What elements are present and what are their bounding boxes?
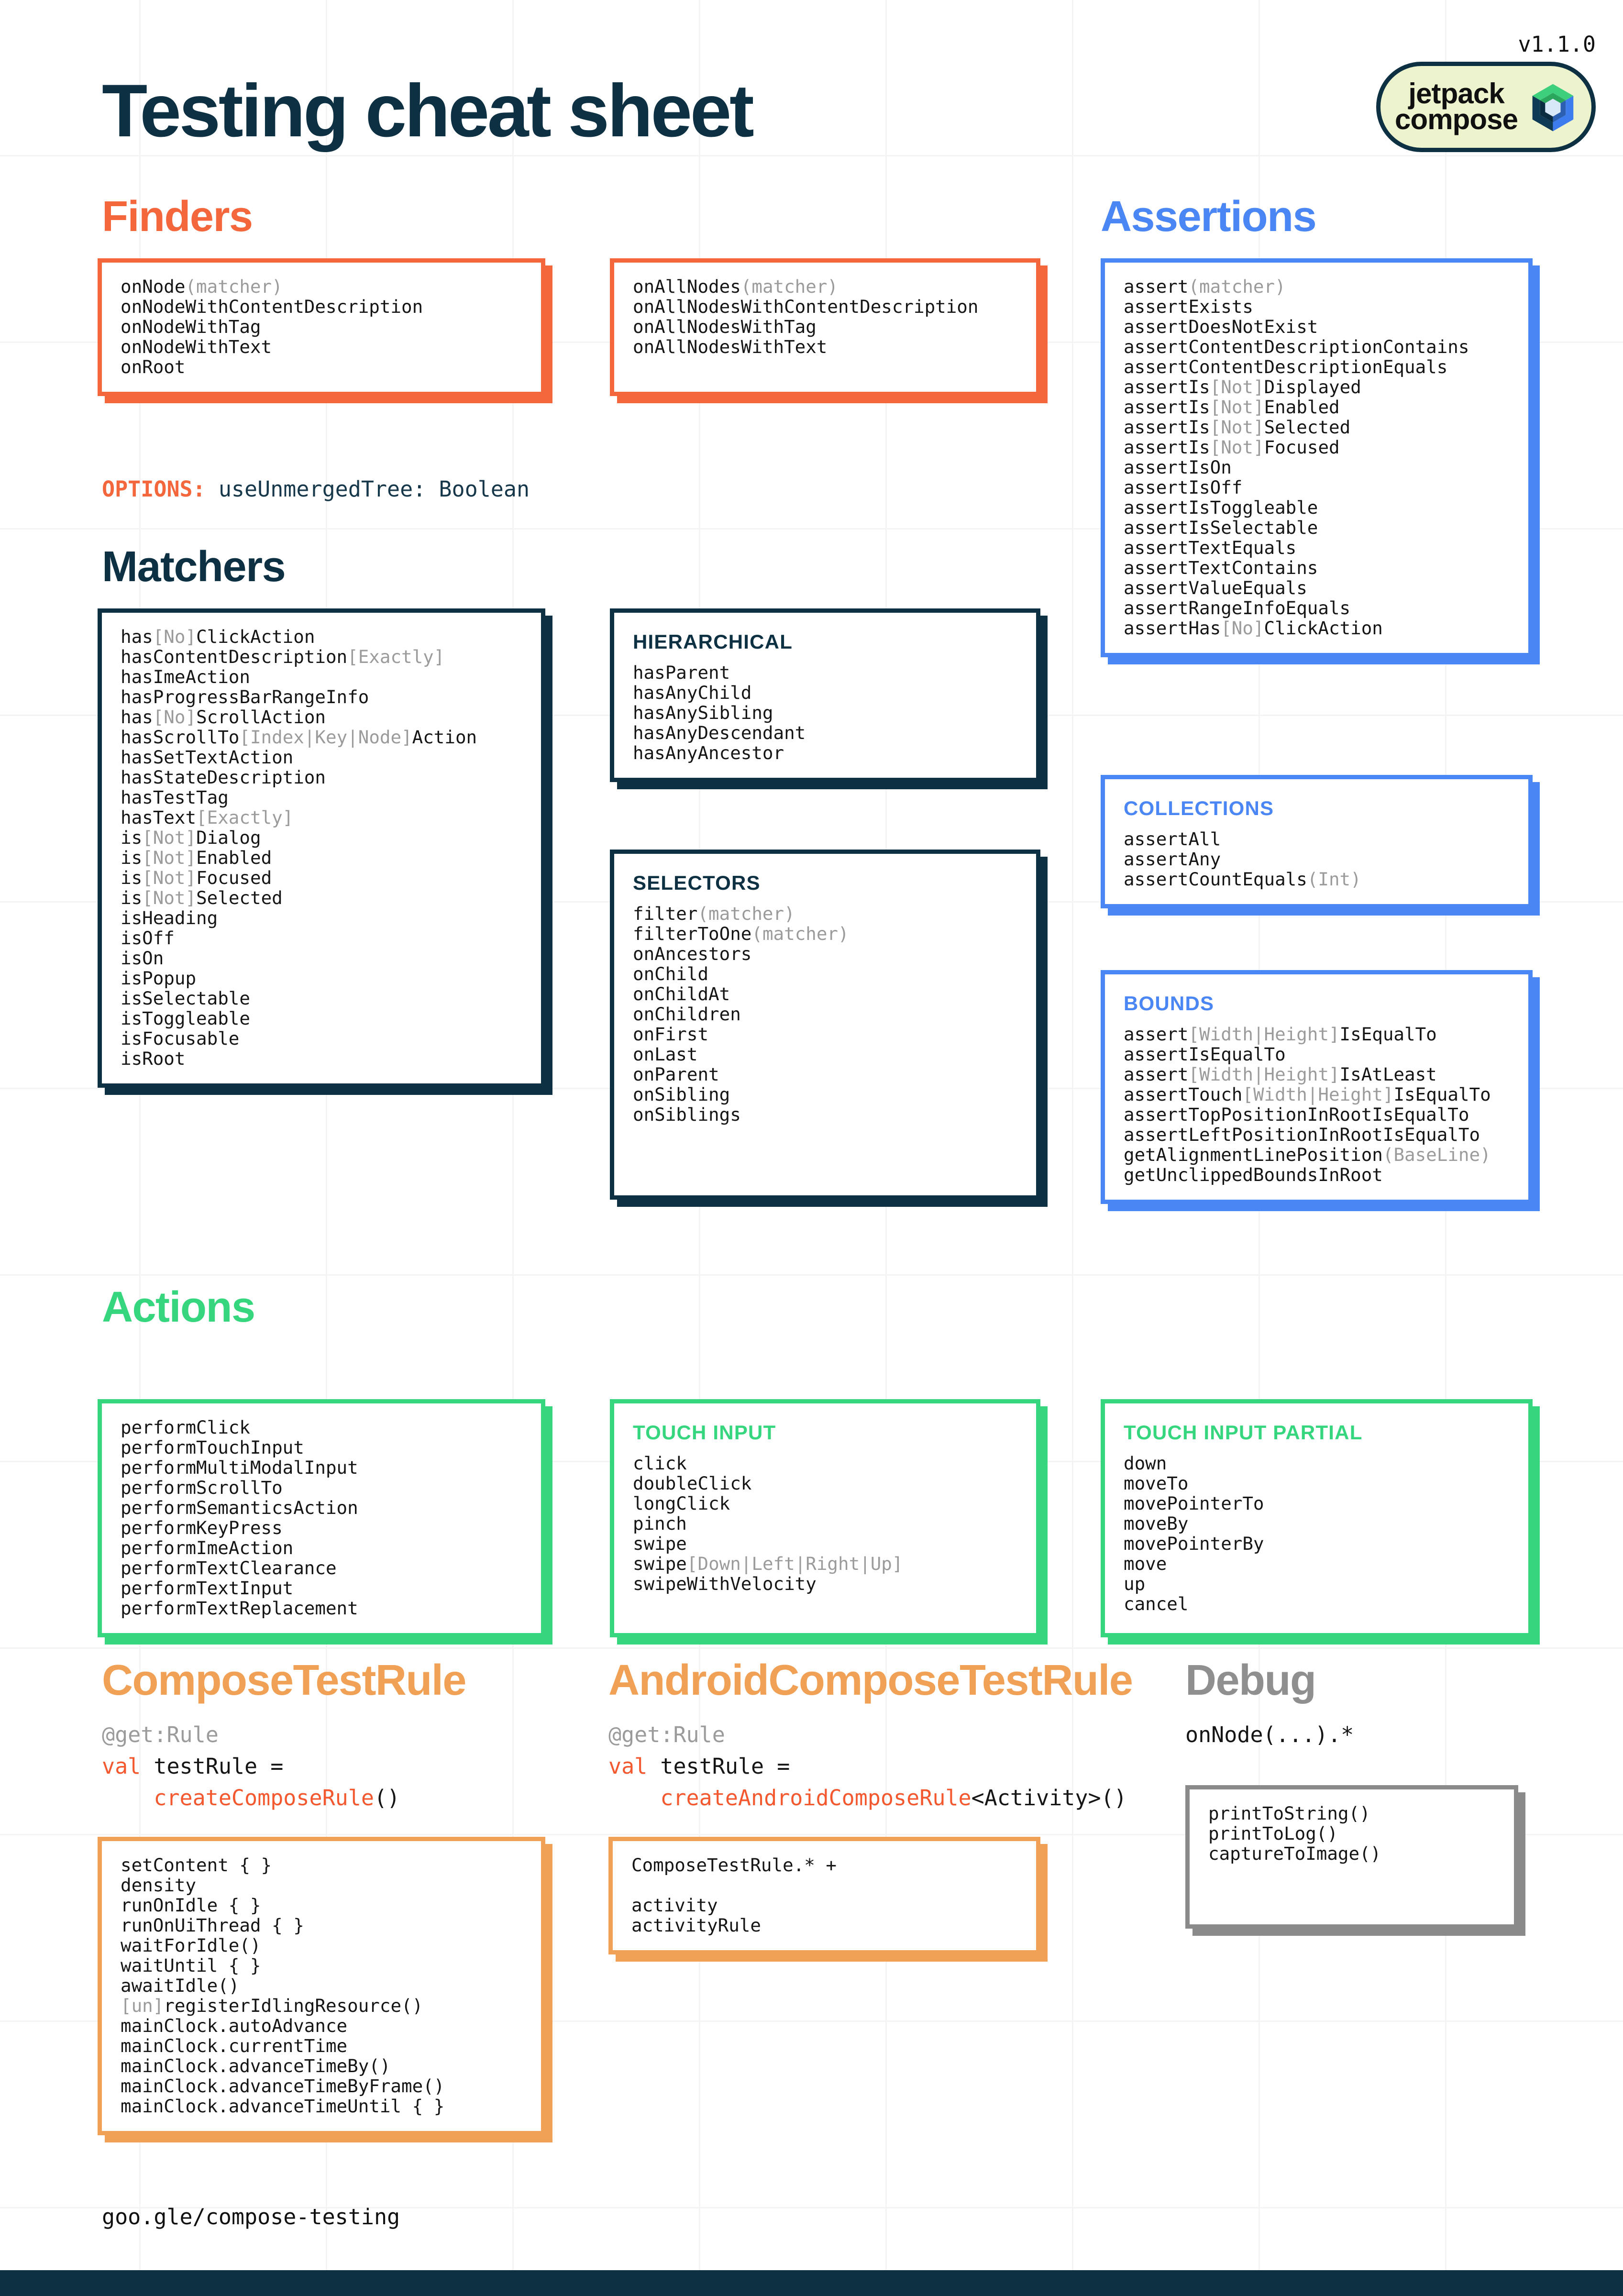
- section-compose-test-rule-heading: ComposeTestRule: [102, 1657, 466, 1705]
- code-line: assertIsEqualTo: [1124, 1043, 1286, 1065]
- code-line: mainClock.advanceTimeUntil { }: [121, 2095, 445, 2117]
- code-line: mainClock.advanceTimeBy(): [121, 2055, 391, 2076]
- collections-subheading: COLLECTIONS: [1124, 796, 1274, 819]
- android-compose-test-rule-list: [631, 1855, 1017, 1936]
- compose-test-rule-box: [98, 1837, 545, 2135]
- code-line: assertTextEquals: [1124, 537, 1297, 558]
- android-compose-test-rule-code: [608, 1719, 1127, 1814]
- matchers-box-selectors: [610, 850, 1040, 1200]
- code-line: moveTo: [1124, 1472, 1189, 1494]
- code-line: has[No]ClickAction: [121, 626, 315, 647]
- code-line: assertRangeInfoEquals: [1124, 597, 1351, 618]
- code-line: up: [1124, 1573, 1146, 1594]
- section-finders-heading: Finders: [102, 194, 253, 241]
- code-line: [un]registerIdlingResource(): [121, 1995, 423, 2016]
- code-line: assertTextContains: [1124, 557, 1318, 578]
- matchers-box-hierarchical: [610, 608, 1040, 782]
- code-line: performImeAction: [121, 1537, 294, 1558]
- code-line: val testRule =: [102, 1754, 284, 1779]
- touch-input-list: [633, 1454, 1017, 1594]
- jetpack-compose-wordmark: [1395, 78, 1518, 136]
- code-line: is[Not]Enabled: [121, 847, 272, 868]
- code-line: val testRule =: [608, 1754, 790, 1779]
- code-line: hasText[Exactly]: [121, 806, 294, 828]
- finders-on-node-list: [121, 277, 522, 377]
- code-line: hasContentDescription[Exactly]: [121, 646, 445, 667]
- bounds-subheading: BOUNDS: [1124, 992, 1214, 1015]
- code-line: getUnclippedBoundsInRoot: [1124, 1164, 1383, 1185]
- debug-list: [1208, 1804, 1495, 1864]
- code-line: onAllNodesWithTag: [633, 316, 817, 337]
- compose-test-rule-snippet: [102, 1719, 400, 1814]
- section-android-compose-test-rule-heading: AndroidComposeTestRule: [608, 1657, 1133, 1705]
- compose-test-rule-list: [121, 1855, 522, 2117]
- code-line: onChildren: [633, 1003, 741, 1025]
- actions-box-main: [98, 1399, 545, 1637]
- code-line: onNodeWithTag: [121, 316, 261, 337]
- android-compose-test-rule-box: [608, 1837, 1040, 1954]
- code-line: movePointerBy: [1124, 1533, 1264, 1554]
- code-line: mainClock.currentTime: [121, 2035, 348, 2056]
- jetpack-compose-badge: [1376, 62, 1596, 152]
- options-value: useUnmergedTree: Boolean: [218, 476, 530, 502]
- code-line: is[Not]Dialog: [121, 827, 261, 848]
- code-line: assertIsOn: [1124, 456, 1232, 478]
- bounds-list: [1124, 1025, 1510, 1185]
- code-line: longClick: [633, 1492, 730, 1514]
- code-line: onSibling: [633, 1083, 730, 1105]
- code-line: pinch: [633, 1512, 687, 1534]
- code-line: printToLog(): [1208, 1822, 1338, 1844]
- code-line: assertTouch[Width|Height]IsEqualTo: [1124, 1083, 1491, 1105]
- code-line: performTextReplacement: [121, 1597, 358, 1619]
- code-line: hasParent: [633, 662, 730, 683]
- finders-box-on-node: [98, 258, 545, 396]
- actions-box-touch-input: [610, 1399, 1040, 1637]
- matchers-list: [121, 627, 522, 1069]
- code-line: onAllNodesWithContentDescription: [633, 296, 979, 317]
- hierarchical-list: [633, 663, 1017, 763]
- version-label: v1.1.0: [1518, 32, 1596, 57]
- code-line: assertTopPositionInRootIsEqualTo: [1124, 1104, 1469, 1125]
- assertions-box-collections: [1101, 775, 1533, 908]
- code-line: performTextInput: [121, 1577, 294, 1599]
- code-line: performTouchInput: [121, 1436, 304, 1458]
- code-line: performTextClearance: [121, 1557, 337, 1578]
- code-line: assertHas[No]ClickAction: [1124, 617, 1383, 639]
- assertions-list: [1124, 277, 1510, 639]
- matchers-box-main: [98, 608, 545, 1088]
- code-line: assertIs[Not]Enabled: [1124, 396, 1340, 418]
- code-line: onNodeWithText: [121, 336, 272, 357]
- code-line: assertIsSelectable: [1124, 517, 1318, 538]
- code-line: hasTestTag: [121, 786, 229, 808]
- code-line: assertIs[Not]Selected: [1124, 416, 1351, 438]
- finders-box-on-all-nodes: [610, 258, 1040, 396]
- logo-line-compose: compose: [1395, 104, 1518, 136]
- code-line: move: [1124, 1553, 1167, 1574]
- code-line: isToggleable: [121, 1007, 250, 1029]
- code-line: onNodeWithContentDescription: [121, 296, 423, 317]
- touch-input-subheading: TOUCH INPUT: [633, 1421, 776, 1444]
- debug-code: [1185, 1719, 1354, 1751]
- code-line: assertValueEquals: [1124, 577, 1307, 598]
- assertions-box-bounds: [1101, 970, 1533, 1204]
- code-line: swipeWithVelocity: [633, 1573, 817, 1594]
- code-line: activityRule: [631, 1914, 761, 1936]
- touch-input-partial-subheading: TOUCH INPUT PARTIAL: [1124, 1421, 1363, 1444]
- debug-box: [1185, 1785, 1518, 1929]
- code-line: onParent: [633, 1063, 719, 1085]
- android-compose-test-rule-snippet: [608, 1719, 1127, 1814]
- code-line: is[Not]Selected: [121, 887, 283, 908]
- code-line: captureToImage(): [1208, 1843, 1381, 1864]
- collections-list: [1124, 829, 1510, 890]
- section-assertions-heading: Assertions: [1101, 194, 1316, 241]
- code-line: assertAll: [1124, 828, 1221, 850]
- code-line: [631, 1876, 1017, 1896]
- code-line: assertIs[Not]Focused: [1124, 436, 1340, 458]
- finders-options-row: [102, 476, 530, 502]
- actions-box-touch-input-partial: [1101, 1399, 1533, 1637]
- code-line: isFocusable: [121, 1027, 240, 1049]
- compose-test-rule-code: [102, 1719, 400, 1814]
- code-line: performSemanticsAction: [121, 1497, 358, 1518]
- code-line: assertContentDescriptionContains: [1124, 336, 1469, 357]
- code-line: assertExists: [1124, 296, 1253, 317]
- code-line: createComposeRule(): [154, 1785, 400, 1811]
- code-line: swipe[Down|Left|Right|Up]: [633, 1553, 903, 1574]
- code-line: mainClock.advanceTimeByFrame(): [121, 2075, 445, 2097]
- code-line: onNode(matcher): [121, 276, 283, 297]
- code-line: assert(matcher): [1124, 276, 1286, 297]
- code-line: onLast: [633, 1043, 698, 1065]
- code-line: setContent { }: [121, 1854, 272, 1876]
- code-line: hasAnyDescendant: [633, 722, 806, 743]
- code-line: onAllNodesWithText: [633, 336, 828, 357]
- code-line: ComposeTestRule.* +: [631, 1854, 837, 1876]
- code-line: printToString(): [1208, 1802, 1370, 1824]
- code-line: assertCountEquals(Int): [1124, 868, 1361, 890]
- code-line: onChild: [633, 963, 709, 984]
- page-title: Testing cheat sheet: [102, 70, 752, 154]
- touch-input-partial-list: [1124, 1454, 1510, 1614]
- code-line: assert[Width|Height]IsAtLeast: [1124, 1063, 1437, 1085]
- footer-link: goo.gle/compose-testing: [102, 2204, 400, 2230]
- code-line: onChildAt: [633, 983, 730, 1004]
- code-line: hasProgressBarRangeInfo: [121, 686, 369, 707]
- code-line: assertIsOff: [1124, 476, 1243, 498]
- section-matchers-heading: Matchers: [102, 544, 286, 591]
- code-line: onRoot: [121, 356, 186, 377]
- code-line: isPopup: [121, 967, 197, 989]
- code-line: hasImeAction: [121, 666, 250, 687]
- code-line: isRoot: [121, 1048, 186, 1069]
- options-label: OPTIONS:: [102, 476, 206, 502]
- code-line: hasSetTextAction: [121, 746, 294, 768]
- code-line: swipe: [633, 1533, 687, 1554]
- code-line: hasAnyAncestor: [633, 742, 784, 763]
- code-line: moveBy: [1124, 1512, 1189, 1534]
- code-line: assertIs[Not]Displayed: [1124, 376, 1361, 397]
- code-line: isOn: [121, 947, 164, 969]
- code-line: waitForIdle(): [121, 1934, 261, 1956]
- code-line: performKeyPress: [121, 1517, 283, 1538]
- section-actions-heading: Actions: [102, 1284, 255, 1332]
- code-line: click: [633, 1452, 687, 1474]
- code-line: hasAnySibling: [633, 702, 773, 723]
- code-line: onNode(...).*: [1185, 1722, 1354, 1748]
- code-line: createAndroidComposeRule<Activity>(): [660, 1785, 1127, 1811]
- code-line: down: [1124, 1452, 1167, 1474]
- code-line: doubleClick: [633, 1472, 752, 1494]
- code-line: runOnUiThread { }: [121, 1914, 304, 1936]
- code-line: performMultiModalInput: [121, 1457, 358, 1478]
- code-line: awaitIdle(): [121, 1975, 240, 1996]
- code-line: getAlignmentLinePosition(BaseLine): [1124, 1144, 1491, 1165]
- hierarchical-subheading: HIERARCHICAL: [633, 630, 793, 653]
- compose-hexagon-icon: [1528, 78, 1577, 136]
- actions-list: [121, 1418, 522, 1619]
- code-line: onAllNodes(matcher): [633, 276, 838, 297]
- code-line: mainClock.autoAdvance: [121, 2015, 348, 2036]
- code-line: filterToOne(matcher): [633, 923, 849, 944]
- code-line: assertContentDescriptionEquals: [1124, 356, 1448, 377]
- code-line: is[Not]Focused: [121, 867, 272, 888]
- code-line: filter(matcher): [633, 903, 795, 924]
- selectors-subheading: SELECTORS: [633, 871, 761, 894]
- code-line: assert[Width|Height]IsEqualTo: [1124, 1023, 1437, 1045]
- code-line: movePointerTo: [1124, 1492, 1264, 1514]
- code-line: @get:Rule: [608, 1722, 725, 1748]
- code-line: onSiblings: [633, 1104, 741, 1125]
- code-line: @get:Rule: [102, 1722, 219, 1748]
- code-line: hasScrollTo[Index|Key|Node]Action: [121, 726, 477, 748]
- bottom-bar: [0, 2270, 1623, 2296]
- code-line: onFirst: [633, 1023, 709, 1045]
- assertions-box-main: [1101, 258, 1533, 657]
- code-line: isOff: [121, 927, 175, 949]
- finders-on-all-nodes-list: [633, 277, 1017, 357]
- debug-snippet: [1185, 1719, 1354, 1751]
- code-line: isHeading: [121, 907, 218, 928]
- code-line: isSelectable: [121, 987, 250, 1009]
- code-line: waitUntil { }: [121, 1954, 261, 1976]
- code-line: density: [121, 1874, 197, 1896]
- section-debug-heading: Debug: [1185, 1657, 1316, 1705]
- code-line: performClick: [121, 1416, 250, 1438]
- code-line: onAncestors: [633, 943, 752, 964]
- code-line: assertAny: [1124, 848, 1221, 870]
- code-line: activity: [631, 1894, 718, 1916]
- code-line: assertIsToggleable: [1124, 497, 1318, 518]
- code-line: has[No]ScrollAction: [121, 706, 326, 728]
- logo-line-jetpack: jetpack: [1408, 78, 1504, 110]
- code-line: assertDoesNotExist: [1124, 316, 1318, 337]
- code-line: hasStateDescription: [121, 766, 326, 788]
- code-line: performScrollTo: [121, 1477, 283, 1498]
- code-line: hasAnyChild: [633, 682, 752, 703]
- code-line: runOnIdle { }: [121, 1894, 261, 1916]
- code-line: cancel: [1124, 1593, 1189, 1614]
- code-line: assertLeftPositionInRootIsEqualTo: [1124, 1124, 1480, 1145]
- selectors-list: [633, 904, 1017, 1125]
